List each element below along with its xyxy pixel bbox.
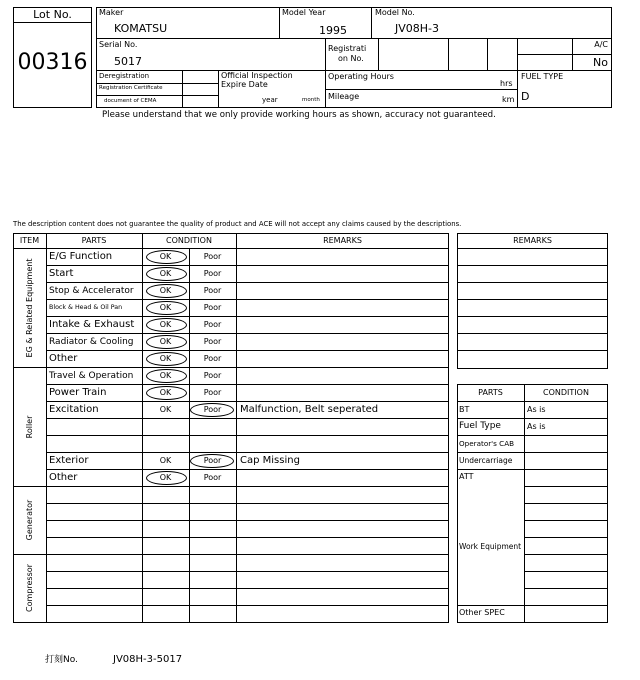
registration-label-line1: Registrati bbox=[328, 44, 367, 53]
part-eg-function: E/G Function bbox=[49, 251, 113, 262]
parts-header: PARTS bbox=[81, 236, 107, 245]
right-parts-header: PARTS bbox=[478, 388, 503, 397]
part-power-train: Power Train bbox=[49, 387, 107, 398]
poor-option: Poor bbox=[203, 405, 222, 414]
right-remarks-header: REMARKS bbox=[513, 236, 552, 245]
ok-option: OK bbox=[159, 456, 172, 465]
registration-label-line2: on No. bbox=[338, 54, 364, 63]
group-eg-label: EG & Related Equipment bbox=[25, 258, 34, 358]
part-block-head-oil-pan: Block & Head & Oil Pan bbox=[49, 304, 123, 311]
remarks-header: REMARKS bbox=[323, 236, 362, 245]
right-part-work-equipment: Work Equipment bbox=[459, 542, 522, 551]
ok-option: OK bbox=[159, 303, 172, 312]
ok-option: OK bbox=[159, 354, 172, 363]
inspection-label-line2: Expire Date bbox=[221, 80, 268, 89]
serial-label: Serial No. bbox=[99, 40, 138, 49]
poor-option: Poor bbox=[203, 456, 222, 465]
right-part-undercarriage: Undercarriage bbox=[459, 456, 513, 465]
ac-label: A/C bbox=[594, 40, 608, 49]
right-condition-header: CONDITION bbox=[543, 388, 589, 397]
ok-option: OK bbox=[159, 320, 172, 329]
maker-value: KOMATSU bbox=[114, 22, 168, 35]
stamp-number-label: 打刻No. bbox=[45, 655, 78, 665]
right-part-att: ATT bbox=[459, 472, 474, 481]
stamp-number-value: JV08H-3-5017 bbox=[113, 654, 183, 665]
part-intake-exhaust: Intake & Exhaust bbox=[49, 319, 135, 330]
mileage-label: Mileage bbox=[328, 92, 360, 101]
part-start: Start bbox=[49, 268, 74, 279]
model-no-label: Model No. bbox=[375, 8, 415, 17]
disclaimer: The description content does not guarantee the quality of product and ACE will not accept any claims caused by the descriptions. bbox=[13, 220, 462, 228]
condition-header: CONDITION bbox=[166, 236, 212, 245]
ok-option: OK bbox=[159, 252, 172, 261]
lot-number: 00316 bbox=[17, 50, 88, 75]
group-generator-label: Generator bbox=[25, 499, 34, 541]
poor-option: Poor bbox=[203, 354, 222, 363]
poor-option: Poor bbox=[203, 473, 222, 482]
right-part-bt: BT bbox=[459, 405, 470, 414]
poor-option: Poor bbox=[203, 320, 222, 329]
part-exterior: Exterior bbox=[49, 455, 89, 466]
poor-option: Poor bbox=[203, 303, 222, 312]
item-header: ITEM bbox=[19, 236, 40, 245]
ok-option: OK bbox=[159, 337, 172, 346]
right-condition-fuel-type: As is bbox=[527, 422, 546, 431]
serial-value: 5017 bbox=[114, 55, 142, 68]
poor-option: Poor bbox=[203, 286, 222, 295]
poor-option: Poor bbox=[203, 371, 222, 380]
remark-exterior: Cap Missing bbox=[240, 455, 300, 466]
group-compressor-label: Compressor bbox=[25, 564, 34, 612]
right-part-operator-cab: Operator's CAB bbox=[459, 439, 515, 448]
poor-option: Poor bbox=[203, 337, 222, 346]
km-label: km bbox=[502, 95, 515, 104]
model-year-value: 1995 bbox=[319, 24, 347, 37]
group-roller-label: Roller bbox=[25, 415, 34, 439]
inspection-year-label: year bbox=[262, 96, 278, 104]
poor-option: Poor bbox=[203, 252, 222, 261]
part-roller-other: Other bbox=[49, 472, 78, 483]
part-eg-other: Other bbox=[49, 353, 78, 364]
ok-option: OK bbox=[159, 473, 172, 482]
right-part-fuel-type: Fuel Type bbox=[459, 421, 501, 431]
registration-certificate-label: Registration Certificate bbox=[99, 85, 163, 91]
deregistration-label: Deregistration bbox=[99, 72, 150, 80]
fuel-type-label: FUEL TYPE bbox=[521, 72, 564, 81]
cema-document-label: document of CEMA bbox=[104, 98, 157, 104]
model-year-label: Model Year bbox=[282, 8, 326, 17]
part-radiator-cooling: Radiator & Cooling bbox=[49, 337, 134, 347]
fuel-type-value: D bbox=[521, 90, 530, 103]
ok-option: OK bbox=[159, 388, 172, 397]
part-travel-operation: Travel & Operation bbox=[49, 371, 134, 381]
part-stop-accelerator: Stop & Accelerator bbox=[49, 286, 134, 296]
right-part-other-spec: Other SPEC bbox=[459, 608, 505, 617]
part-excitation: Excitation bbox=[49, 404, 99, 415]
ok-option: OK bbox=[159, 269, 172, 278]
model-no-value: JV08H-3 bbox=[395, 22, 440, 35]
inspection-month-label: month bbox=[302, 97, 320, 103]
ok-option: OK bbox=[159, 286, 172, 295]
hrs-label: hrs bbox=[500, 79, 513, 88]
ok-option: OK bbox=[159, 405, 172, 414]
poor-option: Poor bbox=[203, 269, 222, 278]
inspection-label-line1: Official Inspection bbox=[221, 71, 293, 80]
operating-hours-label: Operating Hours bbox=[328, 72, 394, 81]
right-condition-bt: As is bbox=[527, 405, 546, 414]
poor-option: Poor bbox=[203, 388, 222, 397]
maker-label: Maker bbox=[99, 8, 124, 17]
remark-excitation: Malfunction, Belt seperated bbox=[240, 404, 379, 415]
hours-notice: Please understand that we only provide working hours as shown, accuracy not guaranteed. bbox=[102, 110, 496, 120]
lot-label: Lot No. bbox=[33, 8, 72, 21]
ok-option: OK bbox=[159, 371, 172, 380]
ac-value: No bbox=[593, 56, 608, 69]
